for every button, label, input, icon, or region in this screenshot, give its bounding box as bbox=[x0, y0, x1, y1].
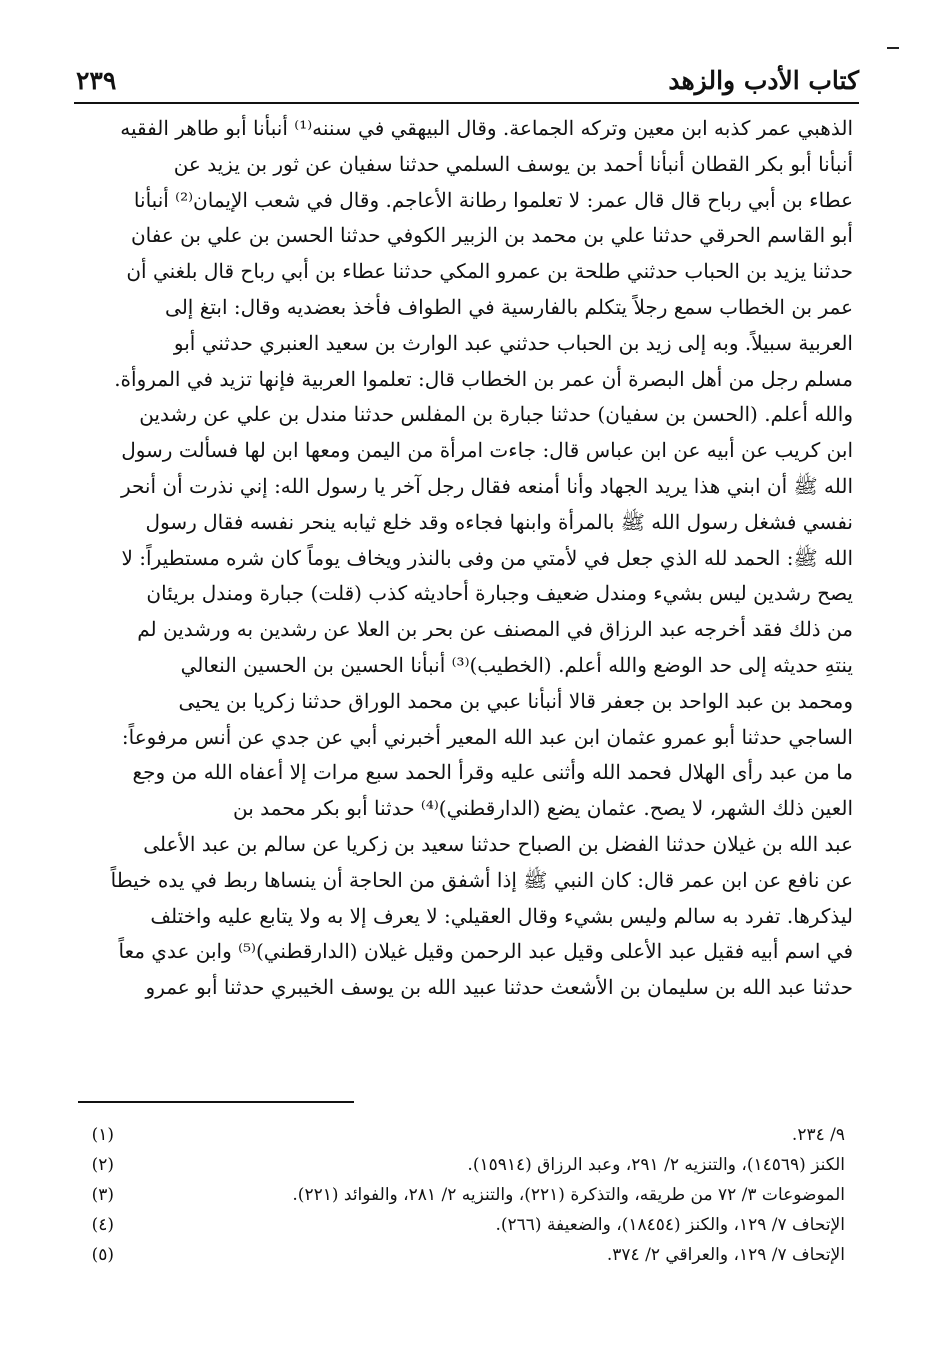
text-line: والله أعلم. (الحسن بن سفيان) حدثنا جبارة بن المفلس حدثنا مندل بن علي عن رشدين bbox=[139, 402, 853, 427]
text-line: في اسم أبيه فقيل عبد الأعلى وقيل عبد الرحمن وقيل غيلان (الدارقطني)⁽⁵⁾ وابن عدي معاً bbox=[118, 939, 853, 964]
text-line: الله ﷺ أن ابني هذا يريد الجهاد وأنا أمنعه فقال رجل آخر يا رسول الله: إني نذرت أن أنحر bbox=[120, 473, 853, 498]
text-line: أبو القاسم الحرقي حدثنا علي بن محمد بن الزبير الكوفي حدثنا الحسن بن علي بن عفان bbox=[130, 223, 853, 248]
text-line: ابن كريب عن أبيه عن ابن عباس قال: جاءت امرأة من اليمن ومعها ابن لها فسألت رسول bbox=[121, 438, 853, 463]
corner-dash-mark bbox=[887, 47, 899, 49]
text-line: الذهبي عمر كذبه ابن معين وتركه الجماعة. وقال البيهقي في سننه⁽¹⁾ أنبأنا أبو طاهر الفقيه bbox=[120, 116, 853, 140]
footnote-text: الكنز (١٤٥٦٩)، والتنزيه ٢/ ٢٩١، وعبد الرزاق (١٥٩١٤). bbox=[467, 1155, 845, 1175]
text-line: نفسي فشغل رسول الله ﷺ بالمرأة وابنها فجاءه وقد خلع ثيابه ينحر نفسه فقال رسول bbox=[145, 509, 853, 534]
footnote-text: الإتحاف ٧/ ١٢٩، والعراقي ٢/ ٣٧٤. bbox=[606, 1245, 845, 1265]
footnote-number: (٢) bbox=[91, 1155, 114, 1175]
page-header bbox=[74, 62, 859, 104]
text-line: عن نافع عن ابن عمر قال: كان النبي ﷺ إذا أشفق من الحاجة أن ينساها ربط في يده خيطاً bbox=[110, 867, 853, 892]
text-line: من ذلك فقد أخرجه عبد الرزاق في المصنف عن بحر بن العلا عن رشدين به ورشدين لم bbox=[137, 617, 853, 642]
text-line: حدثنا عبد الله بن سليمان بن الأشعث حدثنا عبيد الله بن يوسف الخيبري حدثنا أبو عمرو bbox=[145, 975, 853, 1000]
main-text-block bbox=[78, 111, 853, 1006]
text-line: العين ذلك الشهر، لا يصح. عثمان يضع (الدارقطني)⁽⁴⁾ حدثنا أبو بكر محمد بن bbox=[233, 796, 853, 821]
footnote-number: (٣) bbox=[91, 1185, 114, 1205]
text-line: ليذكرها. تفرد به سالم وليس بشيء وقال العقيلي: لا يعرف إلا به ولا يتابع عليه واختلف bbox=[150, 903, 853, 928]
footnote-text: ٩/ ٢٣٤. bbox=[791, 1125, 845, 1145]
footnote-text: الإتحاف ٧/ ١٢٩، والكنز (١٨٤٥٤)، والضعيفة (٢٦٦). bbox=[495, 1215, 845, 1235]
text-line: عبد الله بن غيلان حدثنا الفضل بن الصباح حدثنا سعيد بن زكريا عن سالم بن عبد الأعلى bbox=[143, 831, 853, 856]
footnotes-block bbox=[78, 1120, 853, 1270]
running-title: كتاب الأدب والزهد bbox=[668, 66, 859, 95]
footnote bbox=[78, 1210, 853, 1240]
footnote-number: (٥) bbox=[91, 1245, 114, 1265]
text-line: حدثنا يزيد بن الحباب حدثني طلحة بن عمرو المكي حدثنا عطاء بن أبي رباح قال بلغني أن bbox=[126, 259, 853, 284]
footnote-text: الموضوعات ٣/ ٧٢ من طريقه، والتذكرة (٢٢١)، والتنزيه ٢/ ٢٨١، والفوائد (٢٢١). bbox=[292, 1185, 845, 1205]
text-line: ما من عبد رأى الهلال فحمد الله وأثنى عليه وقرأ الحمد سبع مرات إلا أعفاه الله من وجع bbox=[132, 760, 853, 785]
page-number: ٢٣٩ bbox=[76, 66, 117, 95]
text-line: عمر بن الخطاب سمع رجلاً يتكلم بالفارسية في الطواف فأخذ بعضديه وقال: ابتغ إلى bbox=[165, 294, 853, 319]
footnote bbox=[78, 1240, 853, 1270]
footnote bbox=[78, 1150, 853, 1180]
text-line: العربية سبيلاً. وبه إلى زيد بن الحباب حدثني عبد الوارث بن سعيد العنبري حدثني أبو bbox=[173, 330, 853, 355]
text-line: يصح رشدين ليس بشيء ومندل ضعيف وجبارة أحاديثه كذب (قلت) جبارة ومندل بريئان bbox=[146, 581, 853, 606]
text-line: الله ﷺ: الحمد لله الذي جعل في لأمتي من وفى بالنذر ويخاف يوماً كان شره مستطيراً: لا bbox=[121, 545, 853, 570]
footnote bbox=[78, 1120, 853, 1150]
text-line: ومحمد بن عبد الواحد بن جعفر قالا أنبأنا عبي بن محمد الوراق حدثنا زكريا بن يحيى bbox=[178, 688, 853, 713]
text-line: أنبأنا أبو بكر القطان أنبأنا أحمد بن يوسف السلمي حدثنا سفيان عن ثور بن يزيد عن bbox=[173, 151, 853, 176]
text-line: الساجي حدثنا أبو عمرو عثمان ابن عبد الله المعير أخبرني أبي عن جدي عن أنس مرفوعاً: bbox=[121, 724, 853, 749]
text-line: ينتهِ حديثه إلى حد الوضع والله أعلم. (الخطيب)⁽³⁾ أنبأنا الحسين بن الحسين النعالي bbox=[180, 652, 853, 677]
footnote-separator bbox=[78, 1101, 354, 1103]
text-line: مسلم رجل من أهل البصرة أن عمر بن الخطاب قال: تعلموا العربية فإنها تزيد في المروأة. bbox=[114, 366, 853, 391]
text-line: عطاء بن أبي رباح قال قال عمر: لا تعلموا رطانة الأعاجم. وقال في شعب الإيمان⁽²⁾ أنبأنا bbox=[133, 187, 853, 212]
footnote-number: (١) bbox=[91, 1125, 114, 1145]
footnote bbox=[78, 1180, 853, 1210]
footnote-number: (٤) bbox=[91, 1215, 114, 1235]
